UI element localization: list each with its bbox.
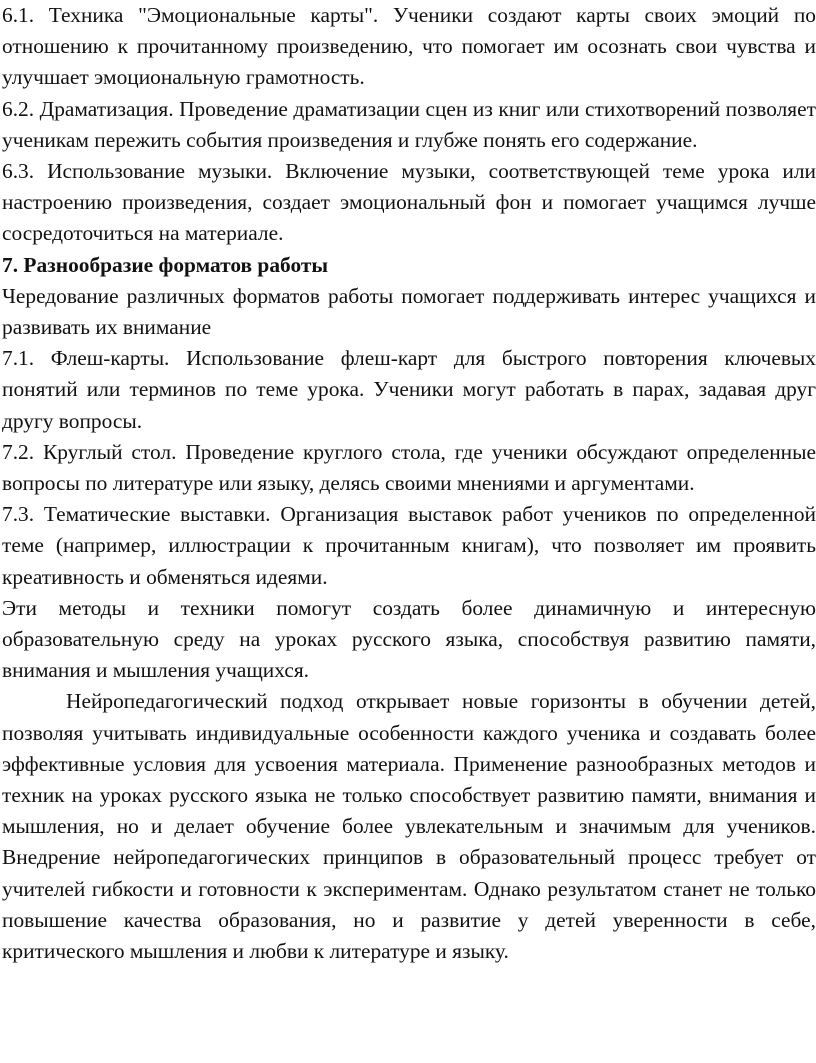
- paragraph-7-intro: Чередование различных форматов работы помогает поддерживать интерес учащихся и развивать их внимание: [2, 283, 816, 340]
- paragraph-summary: Эти методы и техники помогут создать более динамичную и интересную образовательную среду на уроках русского языка, способствуя развитию памяти, внимания и мышления учащихся.: [2, 595, 816, 683]
- paragraph-6-1: 6.1. Техника "Эмоциональные карты". Ученики создают карты своих эмоций по отношению к прочитанному произведению, что помогает им осознать свои чувства и улучшает эмоциональную грамотность.: [2, 3, 816, 90]
- paragraph-conclusion: Нейропедагогический подход открывает новые горизонты в обучении детей, позволяя учитывать индивидуальные особенности каждого ученика и создавать более эффективные условия для усвоения материала. Применение разнообразных методов и техник на уроках русского языка не только способствует развитию памяти, внимания и мышления, но и делает обучение более увлекательным и значимым для учеников. Внедрение нейропедагогических принципов в образовательный процесс требует от учителей гибкости и готовности к экспериментам. Однако результатом станет не только повышение качества образования, но и развитие у детей уверенности в себе, критического мышления и любви к литературе и языку.: [2, 689, 816, 964]
- paragraph-7-2: 7.2. Круглый стол. Проведение круглого стола, где ученики обсуждают определенные вопросы по литературе или языку, делясь своими мнениями и аргументами.: [2, 439, 816, 496]
- paragraph-6-2: 6.2. Драматизация. Проведение драматизации сцен из книг или стихотворений позволяет ученикам пережить события произведения и глубже понять его содержание.: [2, 96, 816, 152]
- paragraph-7-3: 7.3. Тематические выставки. Организация выставок работ учеников по определенной теме (например, иллюстрации к прочитанным книгам), что позволяет им проявить креативность и обменяться идеями.: [2, 502, 816, 589]
- paragraph-6-3: 6.3. Использование музыки. Включение музыки, соответствующей теме урока или настроению произведения, создает эмоциональный фон и помогает учащимся лучше сосредоточиться на материале.: [2, 159, 816, 246]
- paragraph-7-1: 7.1. Флеш-карты. Использование флеш-карт для быстрого повторения ключевых понятий или терминов по теме урока. Ученики могут работать в парах, задавая друг другу вопросы.: [2, 346, 816, 433]
- section-heading-7: 7. Разнообразие форматов работы: [2, 252, 329, 277]
